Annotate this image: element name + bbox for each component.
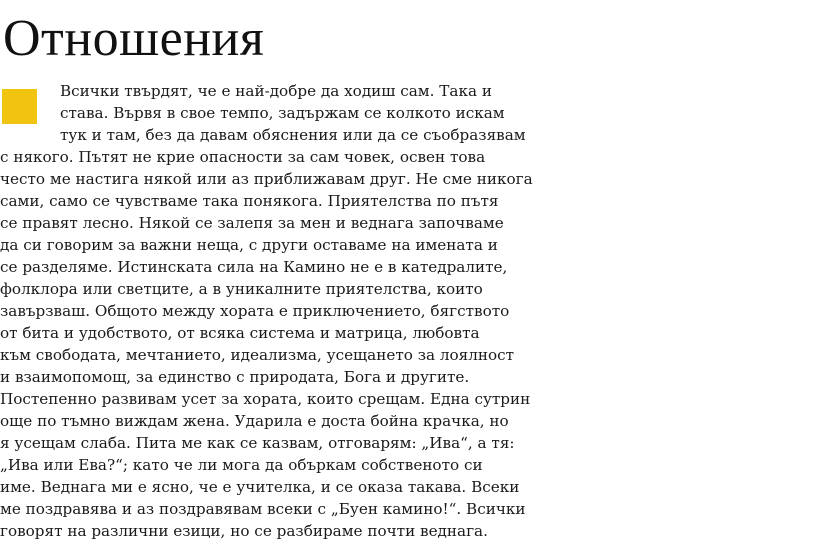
text-line: да си говорим за важни неща, с други оставаме на имената и bbox=[0, 236, 498, 254]
text-line: тук и там, без да давам обяснения или да се съобразявам bbox=[60, 126, 526, 144]
text-line: се правят лесно. Някой се залепя за мен и веднага започваме bbox=[0, 214, 504, 232]
text-line: още по тъмно виждам жена. Ударила е доста бойна крачка, но bbox=[0, 412, 509, 430]
text-line: завързваш. Общото между хората е приключението, бягството bbox=[0, 302, 510, 320]
text-line: говорят на различни езици, но се разбираме почти веднага. bbox=[0, 522, 488, 540]
page-title: Отношения bbox=[3, 10, 265, 67]
accent-square bbox=[2, 89, 37, 124]
text-line: сами, само се чувстваме така понякога. Приятелства по пътя bbox=[0, 192, 499, 210]
text-line: от бита и удобството, от всяка система и матрица, любовта bbox=[0, 324, 480, 342]
text-line: фолклора или светците, а в уникалните приятелства, които bbox=[0, 280, 483, 298]
text-line: ме поздравява и аз поздравявам всеки с „Буен камино!“. Всички bbox=[0, 500, 526, 518]
text-line: често ме настига някой или аз приближавам друг. Не сме никога bbox=[0, 170, 533, 188]
text-line: се разделяме. Истинската сила на Камино не е в катедралите, bbox=[0, 258, 508, 276]
text-line: Всички твърдят, че е най-добре да ходиш сам. Така и bbox=[60, 82, 492, 100]
text-line: с някого. Пътят не крие опасности за сам човек, освен това bbox=[0, 148, 486, 166]
text-line: я усещам слаба. Пита ме как се казвам, отговарям: „Ива“, а тя: bbox=[0, 434, 515, 452]
text-line: към свободата, мечтанието, идеализма, усещането за лоялност bbox=[0, 346, 515, 364]
text-line: става. Вървя в свое темпо, задържам се колкото искам bbox=[60, 104, 505, 122]
text-line: и взаимопомощ, за единство с природата, Бога и другите. bbox=[0, 368, 470, 386]
text-line: „Ива или Ева?“; като че ли мога да объркам собственото си bbox=[0, 456, 483, 474]
text-line: Постепенно развивам усет за хората, които срещам. Една сутрин bbox=[0, 390, 531, 408]
text-line: име. Веднага ми е ясно, че е учителка, и се оказа такава. Всеки bbox=[0, 478, 520, 496]
